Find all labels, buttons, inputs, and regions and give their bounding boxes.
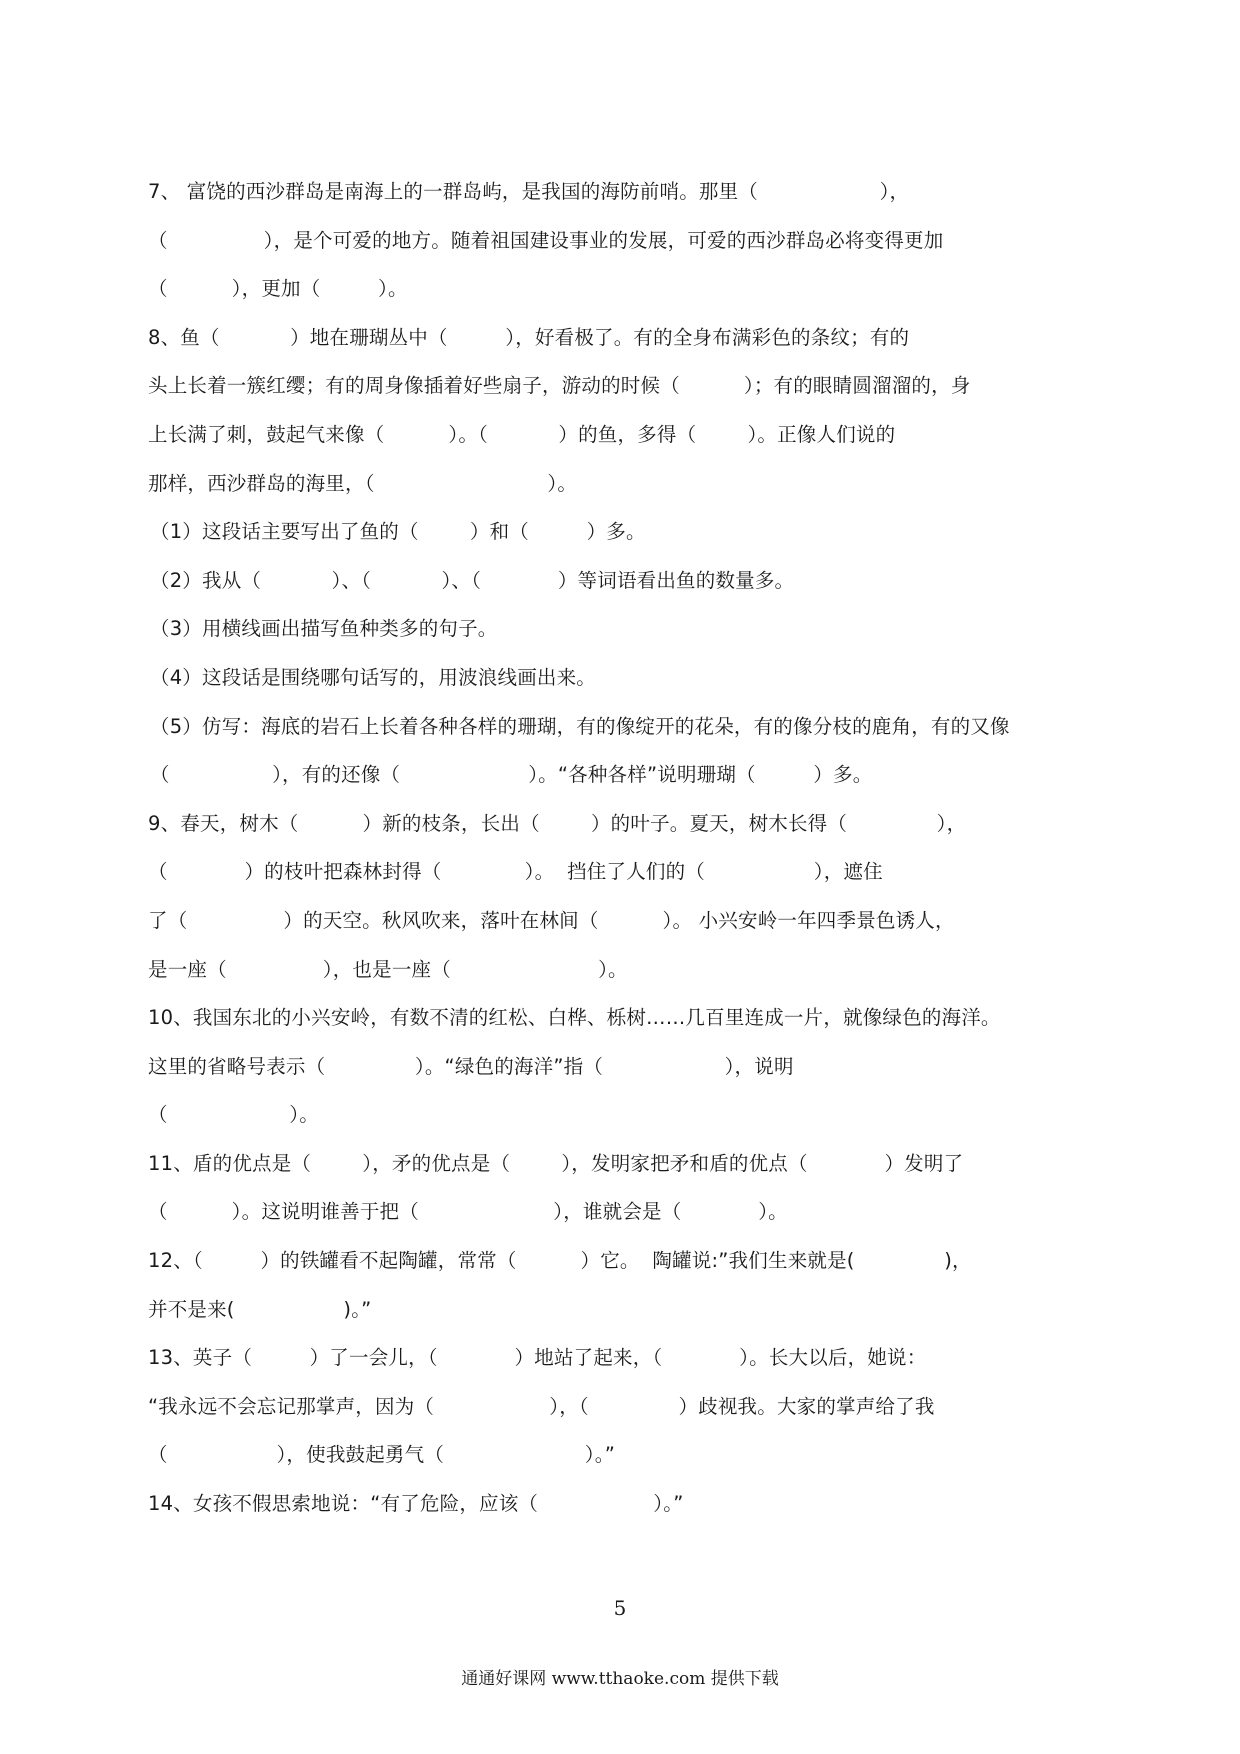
- question-7-line-1: 7、 富饶的西沙群岛是南海上的一群岛屿，是我国的海防前哨。那里（ ），: [148, 180, 910, 203]
- question-8-sub-3: （3）用横线画出描写鱼种类多的句子。: [150, 617, 498, 641]
- question-13-line-3: （ ），使我鼓起勇气（ ）。”: [148, 1443, 615, 1467]
- exercise-content: [148, 168, 1098, 1529]
- footer-text: 通通好课网 www.tthaoke.com 提供下载: [461, 1669, 779, 1689]
- question-8-line-1: 8、鱼（ ）地在珊瑚丛中（ ），好看极了。有的全身布满彩色的条纹；有的: [148, 325, 910, 349]
- page-number: 5: [613, 1596, 627, 1620]
- question-11-line-1: 11、盾的优点是（ ），矛的优点是（ ），发明家把矛和盾的优点（ ）发明了: [148, 1151, 964, 1175]
- question-8-line-4: 那样，西沙群岛的海里，（ ）。: [148, 471, 578, 495]
- question-13-line-2: “我永远不会忘记那掌声，因为（ ），（ ）歧视我。大家的掌声给了我: [148, 1394, 935, 1418]
- question-8-sub-4: （4）这段话是围绕哪句话写的，用波浪线画出来。: [150, 665, 597, 689]
- question-9-line-4: 是一座（ ），也是一座（ ）。: [148, 957, 628, 981]
- question-12-line-1: 12、（ ）的铁罐看不起陶罐，常常（ ）它。 陶罐说:”我们生来就是( )，: [148, 1249, 972, 1273]
- question-9-line-1: 9、春天，树木（ ）新的枝条，长出（ ）的叶子。夏天，树木长得（ ），: [148, 811, 967, 835]
- question-8-sub-2: （2）我从（ ）、（ ）、（ ）等词语看出鱼的数量多。: [150, 568, 795, 592]
- question-8-sub-5-line-2: （ ），有的还像（ ）。“各种各样”说明珊瑚（ ）多。: [150, 763, 873, 787]
- question-13-line-1: 13、英子（ ）了一会儿，（ ）地站了起来，（ ）。长大以后，她说：: [148, 1346, 927, 1370]
- question-10-line-3: （ ）。: [148, 1103, 319, 1127]
- question-10-line-2: 这里的省略号表示（ ）。“绿色的海洋”指（ ），说明: [148, 1054, 794, 1078]
- question-9-line-2: （ ）的枝叶把森林封得（ ）。 挡住了人们的（ ），遮住: [148, 860, 883, 884]
- question-8-sub-1: （1）这段话主要写出了鱼的（ ）和（ ）多。: [150, 520, 646, 544]
- question-7-line-3: （ ），更加（ ）。: [148, 277, 408, 301]
- question-14-line-1: 14、女孩不假思索地说：“有了危险，应该（ ）。”: [148, 1492, 684, 1516]
- question-10-line-1: 10、我国东北的小兴安岭，有数不清的红松、白桦、栎树……几百里连成一片，就像绿色的海洋。: [148, 1006, 1001, 1030]
- question-8-sub-5-line-1: （5）仿写：海底的岩石上长着各种各样的珊瑚，有的像绽开的花朵，有的像分枝的鹿角，有的又像: [150, 714, 1010, 738]
- question-12-line-2: 并不是来( )。”: [148, 1297, 372, 1321]
- question-9-line-3: 了（ ）的天空。秋风吹来，落叶在林间（ ）。 小兴安岭一年四季景色诱人，: [148, 908, 955, 932]
- question-8-line-3: 上长满了刺，鼓起气来像（ ）。（ ）的鱼，多得（ ）。正像人们说的: [148, 422, 896, 446]
- question-7-line-2: （ ），是个可爱的地方。随着祖国建设事业的发展，可爱的西沙群岛必将变得更加: [148, 228, 944, 252]
- question-8-line-2: 头上长着一簇红缨；有的周身像插着好些扇子，游动的时候（ ）；有的眼睛圆溜溜的，身: [148, 374, 971, 398]
- question-11-line-2: （ ）。这说明谁善于把（ ），谁就会是（ ）。: [148, 1200, 788, 1224]
